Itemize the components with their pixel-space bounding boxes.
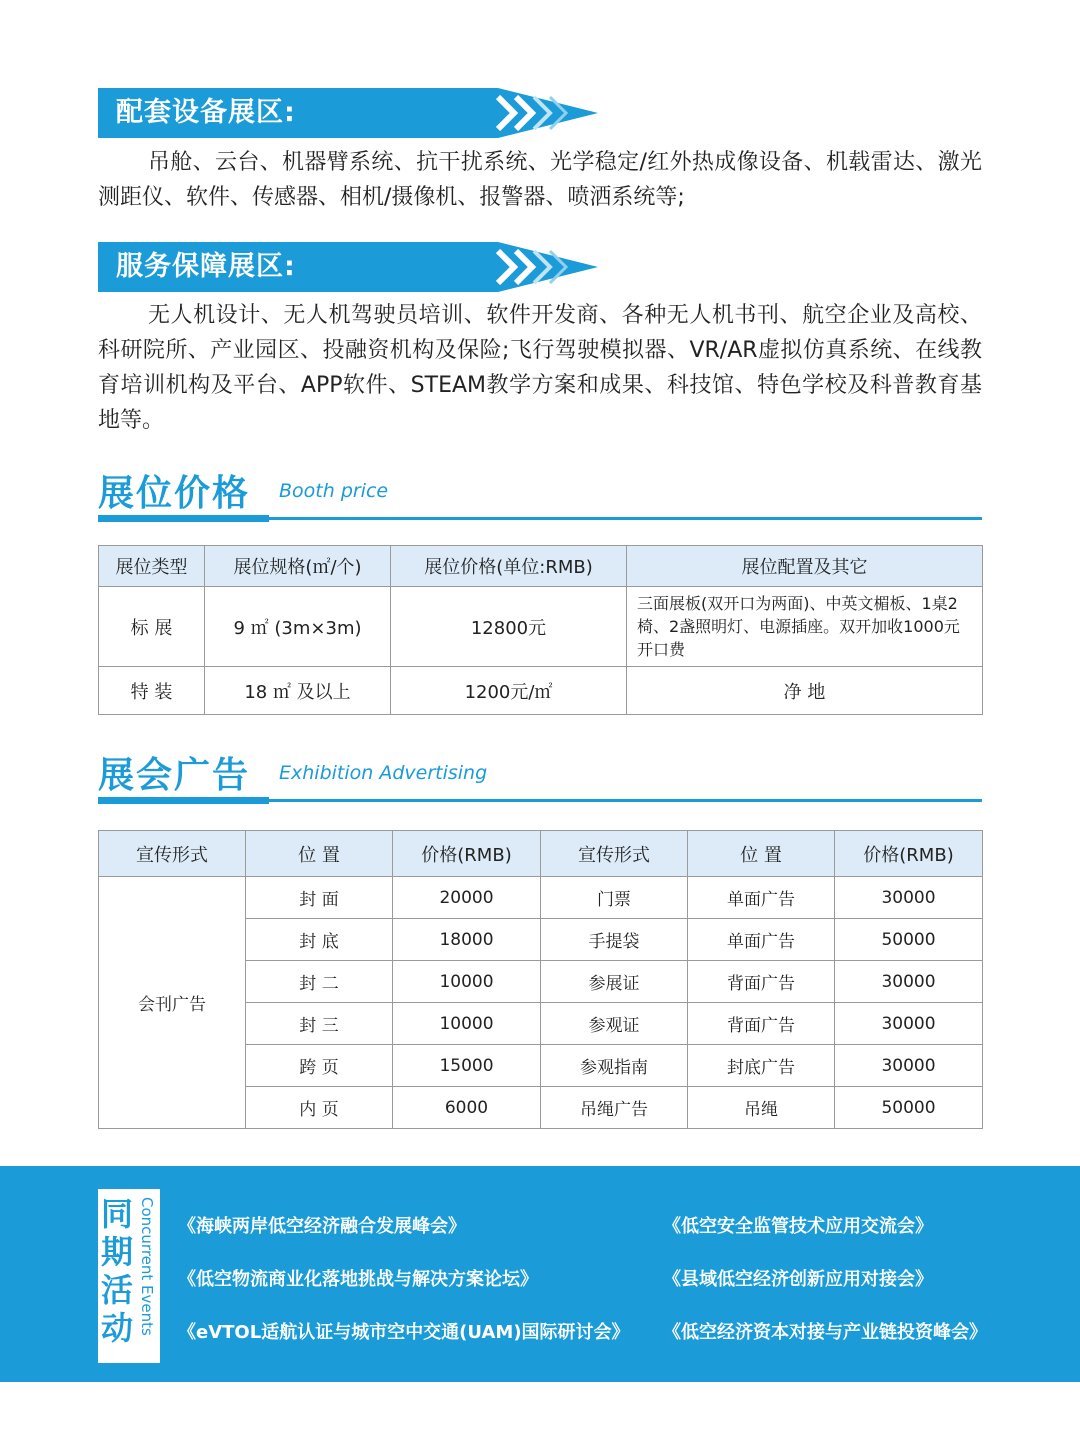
ad-form: 参展证 xyxy=(541,961,688,1003)
ad-form: 参观指南 xyxy=(541,1045,688,1087)
ad-position: 封 面 xyxy=(246,877,393,919)
table-header: 价格(RMB) xyxy=(393,831,541,877)
ad-position: 跨 页 xyxy=(246,1045,393,1087)
ad-position: 吊绳 xyxy=(688,1087,835,1129)
table-header: 位 置 xyxy=(246,831,393,877)
event-item: 《县域低空经济创新应用对接会》 xyxy=(663,1269,933,1290)
booth-config: 三面展板(双开口为两面)、中英文楣板、1桌2椅、2盏照明灯、电源插座。双开加收1000元开口费 xyxy=(627,587,983,667)
advertising-heading-zh: 展会广告 xyxy=(98,755,251,796)
ad-price: 18000 xyxy=(393,919,541,961)
advertising-heading-en: Exhibition Advertising xyxy=(279,762,488,784)
ad-price: 50000 xyxy=(835,1087,983,1129)
event-item: 《eVTOL适航认证与城市空中交通(UAM)国际研讨会》 xyxy=(178,1322,630,1343)
heading-rule-accent xyxy=(98,797,269,804)
ad-price: 20000 xyxy=(393,877,541,919)
table-header: 价格(RMB) xyxy=(835,831,983,877)
ad-position: 内 页 xyxy=(246,1087,393,1129)
concurrent-events-band xyxy=(0,1166,1080,1382)
ad-position: 单面广告 xyxy=(688,877,835,919)
ad-form: 门票 xyxy=(541,877,688,919)
section-title: 配套设备展区: xyxy=(116,97,296,128)
ad-price: 15000 xyxy=(393,1045,541,1087)
ad-position: 封 底 xyxy=(246,919,393,961)
ad-price: 30000 xyxy=(835,1045,983,1087)
heading-rule-accent xyxy=(98,515,269,522)
event-item: 《低空物流商业化落地挑战与解决方案论坛》 xyxy=(178,1269,538,1290)
booth-heading-en: Booth price xyxy=(279,480,389,502)
ad-price: 30000 xyxy=(835,877,983,919)
table-header: 宣传形式 xyxy=(99,831,246,877)
event-item: 《低空安全监管技术应用交流会》 xyxy=(663,1216,933,1237)
table-header: 位 置 xyxy=(688,831,835,877)
events-badge-en: Concurrent Events xyxy=(138,1197,156,1336)
ad-form: 吊绳广告 xyxy=(541,1087,688,1129)
advertising-heading xyxy=(98,747,982,807)
equipment-text: 吊舱、云台、机器臂系统、抗干扰系统、光学稳定/红外热成像设备、机载雷达、激光测距仪、软件、传感器、相机/摄像机、报警器、喷洒系统等; xyxy=(98,150,982,210)
ad-position: 背面广告 xyxy=(688,1003,835,1045)
table-row xyxy=(99,667,983,715)
table-header-row xyxy=(99,831,983,877)
table-row xyxy=(99,877,983,919)
ad-price: 50000 xyxy=(835,919,983,961)
ad-group-label: 会刊广告 xyxy=(99,877,246,1129)
ad-form: 参观证 xyxy=(541,1003,688,1045)
booth-spec: 18 ㎡ 及以上 xyxy=(205,667,391,715)
service-banner xyxy=(98,242,598,292)
booth-type: 标 展 xyxy=(99,587,205,667)
chevron-arrows-icon xyxy=(496,249,576,285)
ad-position: 封 二 xyxy=(246,961,393,1003)
booth-price: 12800元 xyxy=(391,587,627,667)
ad-price: 10000 xyxy=(393,961,541,1003)
ad-position: 背面广告 xyxy=(688,961,835,1003)
table-header: 展位价格(单位:RMB) xyxy=(391,546,627,587)
section-title: 服务保障展区: xyxy=(116,251,296,282)
advertising-table xyxy=(98,830,983,1129)
ad-price: 30000 xyxy=(835,961,983,1003)
booth-type: 特 装 xyxy=(99,667,205,715)
booth-config: 净 地 xyxy=(627,667,983,715)
ad-form: 手提袋 xyxy=(541,919,688,961)
chevron-arrows-icon xyxy=(496,95,576,131)
table-row xyxy=(99,587,983,667)
ad-price: 6000 xyxy=(393,1087,541,1129)
ad-position: 封底广告 xyxy=(688,1045,835,1087)
ad-position: 封 三 xyxy=(246,1003,393,1045)
booth-price: 1200元/㎡ xyxy=(391,667,627,715)
booth-table xyxy=(98,545,983,715)
table-header: 展位类型 xyxy=(99,546,205,587)
table-header: 展位规格(㎡/个) xyxy=(205,546,391,587)
table-header: 宣传形式 xyxy=(541,831,688,877)
booth-spec: 9 ㎡ (3m×3m) xyxy=(205,587,391,667)
ad-price: 30000 xyxy=(835,1003,983,1045)
table-header: 展位配置及其它 xyxy=(627,546,983,587)
ad-price: 10000 xyxy=(393,1003,541,1045)
service-text: 无人机设计、无人机驾驶员培训、软件开发商、各种无人机书刊、航空企业及高校、科研院所、产业园区、投融资机构及保险;飞行驾驶模拟器、VR/AR虚拟仿真系统、在线教育培训机构及平台、APP软件、STEAM教学方案和成果、科技馆、特色学校及科普教育基地等。 xyxy=(98,303,982,433)
events-badge-zh: 同期活动 xyxy=(100,1195,133,1347)
booth-heading-zh: 展位价格 xyxy=(98,473,251,514)
table-header-row xyxy=(99,546,983,587)
ad-position: 单面广告 xyxy=(688,919,835,961)
booth-heading xyxy=(98,465,982,525)
events-badge xyxy=(98,1189,160,1363)
event-item: 《低空经济资本对接与产业链投资峰会》 xyxy=(663,1322,987,1343)
equipment-banner xyxy=(98,88,598,138)
event-item: 《海峡两岸低空经济融合发展峰会》 xyxy=(178,1216,466,1237)
